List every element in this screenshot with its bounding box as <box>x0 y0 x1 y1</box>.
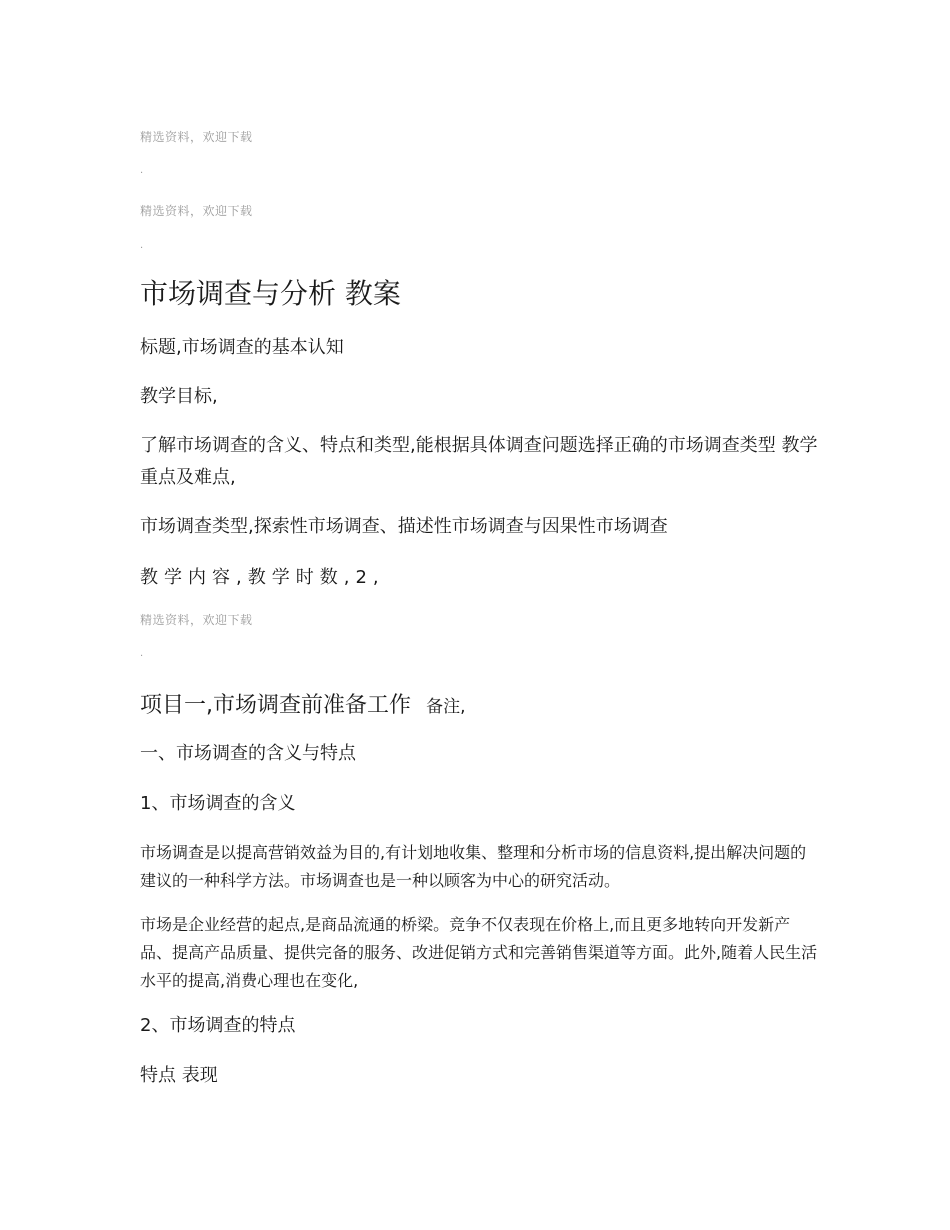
subsection-heading: 1、市场调查的含义 <box>140 793 296 814</box>
project-title: 项目一,市场调查前准备工作 <box>140 693 411 718</box>
dot-mark: . <box>140 165 144 176</box>
section-heading: 一、市场调查的含义与特点 <box>140 743 356 764</box>
page-title: 市场调查与分析 教案 <box>140 277 401 310</box>
goal-text: 了解市场调查的含义、特点和类型,能根据具体调查问题选择正确的市场调查类型 教学重点及难点, <box>140 435 818 488</box>
paragraph: 市场是企业经营的起点,是商品流通的桥梁。竞争不仅表现在价格上,而且更多地转向开发新产品、提高产品质量、提供完备的服务、改进促销方式和完善销售渠道等方面。此外,随着人民生活水平的提高,消费心理也在变化, <box>140 915 818 990</box>
key-points: 市场调查类型,探索性市场调查、描述性市场调查与因果性市场调查 <box>140 516 668 537</box>
dot-mark: . <box>140 240 144 251</box>
subtitle: 标题,市场调查的基本认知 <box>140 337 344 358</box>
dot-mark: . <box>140 648 144 659</box>
teaching-hours: 教学内容,教学时数,2, <box>140 567 385 588</box>
watermark-text: 精选资料，欢迎下载 <box>140 204 253 218</box>
subsection-heading: 2、市场调查的特点 <box>140 1015 296 1036</box>
project-note: 备注, <box>426 697 466 717</box>
goal-label: 教学目标, <box>140 386 218 407</box>
paragraph: 市场调查是以提高营销效益为目的,有计划地收集、整理和分析市场的信息资料,提出解决问题的建议的一种科学方法。市场调查也是一种以顾客为中心的研究活动。 <box>140 843 807 890</box>
watermark-text: 精选资料，欢迎下载 <box>140 130 253 144</box>
table-header: 特点 表现 <box>140 1065 218 1086</box>
watermark-text: 精选资料，欢迎下载 <box>140 613 253 627</box>
project-heading <box>140 688 820 719</box>
